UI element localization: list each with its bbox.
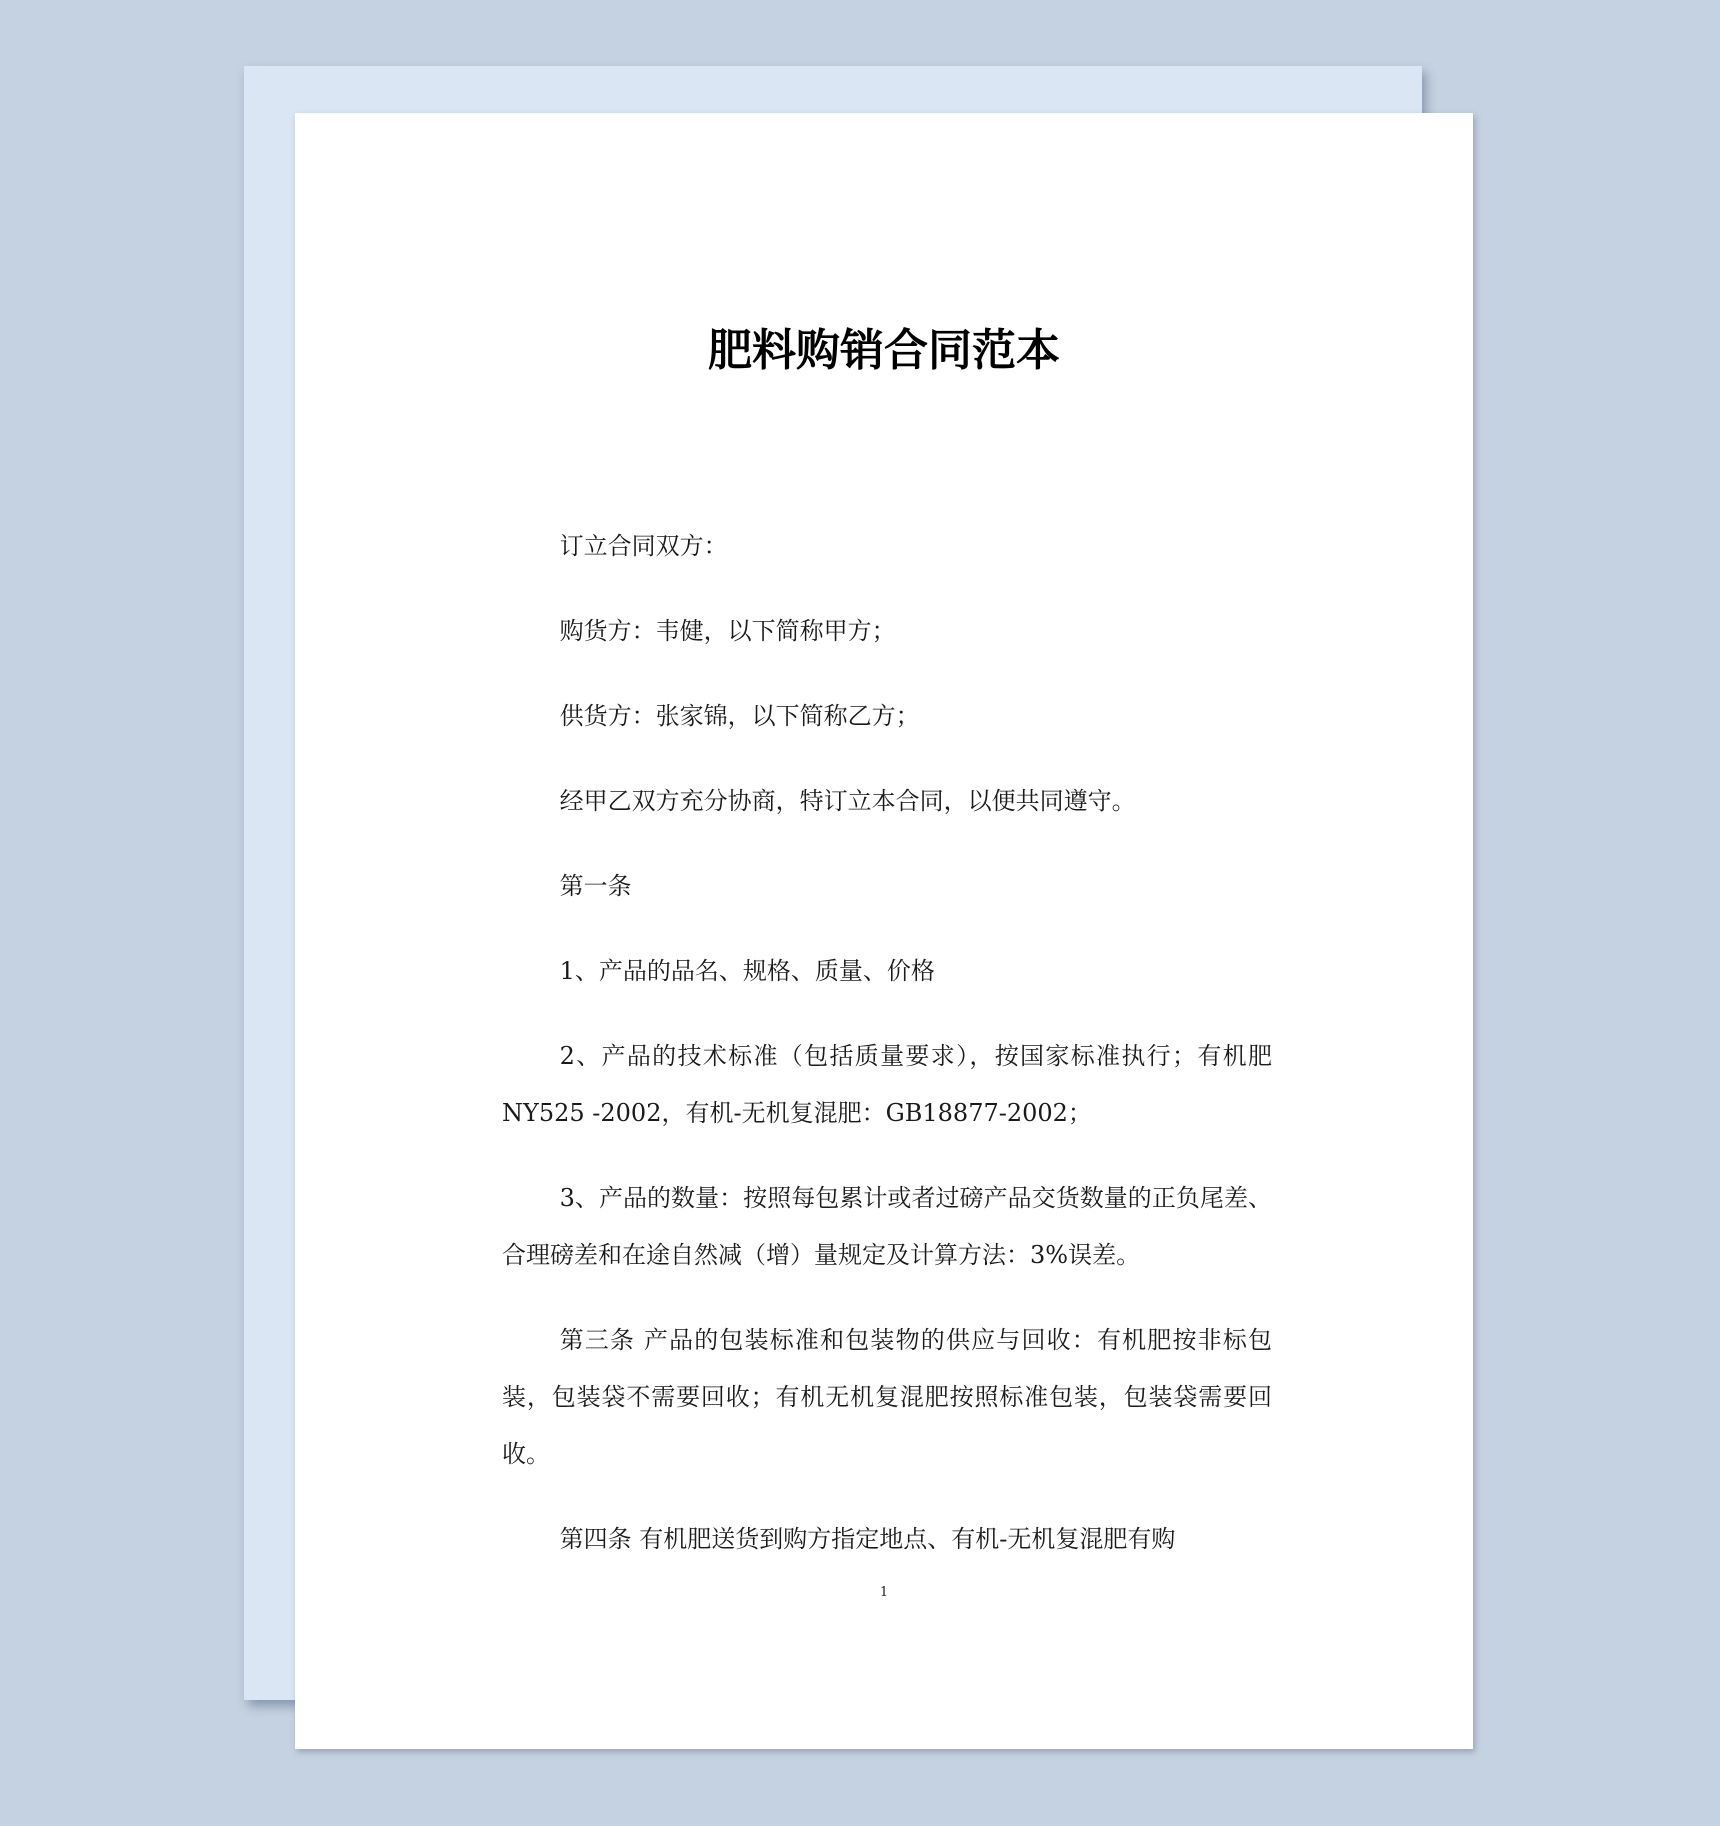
paragraph-item-2: 2、产品的技术标准（包括质量要求），按国家标准执行；有机肥 NY525 -2002，有机-无机复混肥：GB18877-2002； — [502, 1042, 1272, 1127]
document-page — [295, 113, 1473, 1749]
paragraph-article-4: 第四条 有机肥送货到购方指定地点、有机-无机复混肥有购 — [559, 1525, 1176, 1553]
paragraph-supplier: 供货方：张家锦，以下简称乙方； — [559, 702, 920, 730]
page-number: 1 — [879, 1585, 889, 1600]
document-title: 肥料购销合同范本 — [708, 325, 1060, 376]
paragraph-item-3: 3、产品的数量：按照每包累计或者过磅产品交货数量的正负尾差、合理磅差和在途自然减（增）量规定及计算方法：3%误差。 — [502, 1184, 1272, 1269]
paragraph-buyer: 购货方：韦健，以下简称甲方； — [559, 617, 896, 645]
document-body — [502, 518, 1272, 1568]
paragraph-article-3: 第三条 产品的包装标准和包装物的供应与回收：有机肥按非标包装，包装袋不需要回收；有机无机复混肥按照标准包装，包装袋需要回收。 — [502, 1326, 1272, 1468]
paragraph-agreement: 经甲乙双方充分协商，特订立本合同，以便共同遵守。 — [559, 787, 1136, 815]
paragraph-parties-intro: 订立合同双方： — [559, 532, 728, 560]
paragraph-article-1: 第一条 — [559, 872, 632, 900]
paragraph-item-1: 1、产品的品名、规格、质量、价格 — [559, 957, 935, 985]
